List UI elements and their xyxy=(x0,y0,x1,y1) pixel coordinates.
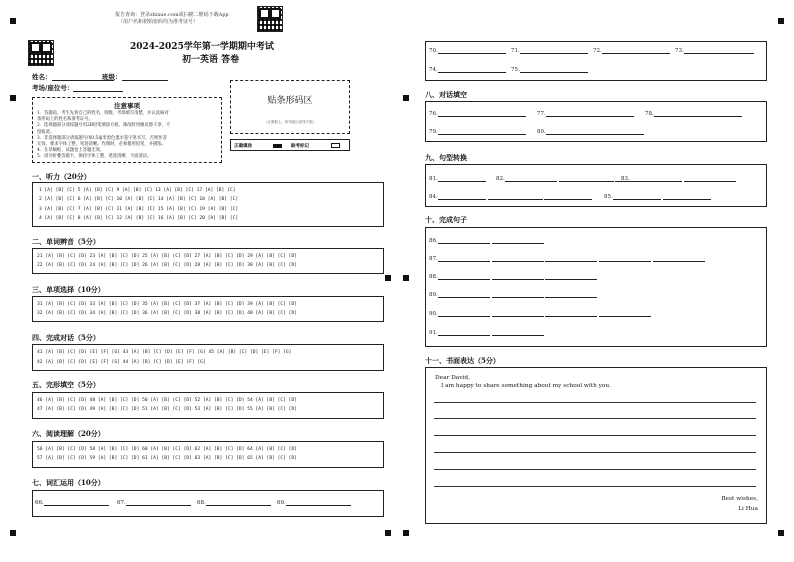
blank-69[interactable]: 69. xyxy=(277,500,351,506)
absent-mark-label: 缺考标记 xyxy=(291,144,309,149)
answer-row[interactable]: 31 [A] [B] [C] [D] 33 [A] [B] [C] [D] 35 [A] [B] [C] [D] 37 [A] [B] [C] [D] 39 [A] [B] [C] [D] xyxy=(37,302,297,307)
blank-76[interactable]: 76. xyxy=(429,111,526,117)
class-field[interactable] xyxy=(102,72,168,81)
writing-line xyxy=(434,402,756,403)
notice-line: 1．答题前，考生先将自己的姓名、班级、考场填写清楚，并认真核对 xyxy=(37,111,169,116)
section-title-cloze: 五、完形填空（5分） xyxy=(32,380,100,389)
notice-line: 2．选择题部分请按题号用2B铅笔填涂方框，修改时用橡皮擦干净，不 xyxy=(37,123,171,129)
section-title-dialog: 四、完成对话（5分） xyxy=(32,333,100,342)
blank-91[interactable]: 91. xyxy=(429,330,544,336)
vocab-box xyxy=(32,490,384,517)
answer-row[interactable]: 3 [A] [B] [C] 7 [A] [B] [C] 11 [A] [B] [C] 15 [A] [B] [C] 19 [A] [B] [C] xyxy=(39,207,239,212)
answer-row[interactable]: 2 [A] [B] [C] 6 [A] [B] [C] 10 [A] [B] [C] 14 [A] [B] [C] 18 [A] [B] [C] xyxy=(39,197,239,202)
answer-row[interactable]: 41 [A] [B] [C] [D] [E] [F] [G] 43 [A] [B] [C] [D] [E] [F] [G] 45 [A] [B] [C] [D] [E] [F] [G] xyxy=(37,350,292,355)
answer-row[interactable]: 21 [A] [B] [C] [D] 23 [A] [B] [C] [D] 25 [A] [B] [C] [D] 27 [A] [B] [C] [D] 29 [A] [B] [C] [D] xyxy=(37,254,297,259)
blank-77[interactable]: 77. xyxy=(537,111,634,117)
registration-mark xyxy=(778,18,784,24)
blank-83[interactable]: 83. xyxy=(621,176,736,182)
section-title-sentences: 十、完成句子 xyxy=(425,215,467,224)
barcode-area xyxy=(230,80,350,134)
barcode-note: （正面朝上，切勿贴出虚线方框） xyxy=(263,120,317,124)
header-note: 报告查询：登录zhixue.com或扫描二维码下载App xyxy=(115,12,229,18)
writing-line xyxy=(434,486,756,487)
notice-line: 5．请勿折叠答题卡，保持字体工整、笔迹清晰、卡面清洁。 xyxy=(37,154,152,160)
registration-mark xyxy=(385,530,391,536)
section-title-writing: 十一、书面表达（5分） xyxy=(425,356,500,365)
answer-row[interactable]: 42 [A] [B] [C] [D] [E] [F] [G] 44 [A] [B] [C] [D] [E] [F] [G] xyxy=(37,360,206,365)
room-seat-field[interactable] xyxy=(32,83,123,92)
registration-mark xyxy=(778,530,784,536)
letter-greeting: Dear David, xyxy=(435,375,470,381)
writing-line xyxy=(434,435,756,436)
notice-line: 4．在草稿纸、试题卷上答题无效。 xyxy=(37,148,105,154)
section-title-dialog-fill: 八、对话填空 xyxy=(425,90,467,99)
listening-box xyxy=(32,182,384,227)
blank-78[interactable]: 78. xyxy=(645,111,742,117)
notice-line: 3．非选择题部分请按题号用0.5毫米黑色墨水签字笔书写，否则作答 xyxy=(37,135,167,141)
blank-70[interactable]: 70. xyxy=(429,48,506,54)
writing-line xyxy=(434,452,756,453)
continued-box xyxy=(425,41,767,81)
sounds-box xyxy=(32,248,384,274)
registration-mark xyxy=(403,275,409,281)
blank-75[interactable]: 75. xyxy=(511,67,588,73)
blank-68[interactable]: 68. xyxy=(197,500,271,506)
notice-lines xyxy=(33,110,221,162)
blank-71[interactable]: 71. xyxy=(511,48,588,54)
blank-72[interactable]: 72. xyxy=(593,48,670,54)
blank-67[interactable]: 67. xyxy=(117,500,191,506)
name-label: 姓名： xyxy=(32,73,52,81)
notice-line: 留痕迹。 xyxy=(37,129,55,135)
section-title-vocab: 七、词汇运用（10分） xyxy=(32,478,105,487)
letter-opening: I am happy to share something about my school with you. xyxy=(441,383,611,389)
letter-signature: Li Hua xyxy=(738,506,758,512)
blank-74[interactable]: 74. xyxy=(429,67,506,73)
blank-73[interactable]: 73. xyxy=(675,48,754,54)
blank-82[interactable]: 82. xyxy=(496,176,670,182)
registration-mark xyxy=(385,275,391,281)
blank-89[interactable]: 89. xyxy=(429,292,597,298)
section-title-sounds: 二、单词辨音（5分） xyxy=(32,237,100,246)
answer-row[interactable]: 47 [A] [B] [C] [D] 49 [A] [B] [C] [D] 51 [A] [B] [C] [D] 53 [A] [B] [C] [D] 55 [A] [B] [C] [D] xyxy=(37,407,297,412)
writing-box[interactable] xyxy=(425,367,767,524)
notice-box xyxy=(32,97,222,163)
fill-legend xyxy=(230,139,350,151)
blank-79[interactable]: 79. xyxy=(429,129,526,135)
section-title-listening: 一、听力（20分） xyxy=(32,172,91,181)
blank-87[interactable]: 87. xyxy=(429,256,705,262)
section-title-transform: 九、句型转换 xyxy=(425,153,467,162)
notice-line: 条形码上的姓名和准考证号。 xyxy=(37,117,93,123)
blank-86[interactable]: 86. xyxy=(429,238,544,244)
blank-80[interactable]: 80. xyxy=(537,129,644,135)
registration-mark xyxy=(10,95,16,101)
correct-fill-label: 正确填涂 xyxy=(234,144,252,149)
blank-66[interactable]: 66. xyxy=(35,500,109,506)
blank-84[interactable]: 84. xyxy=(429,194,592,200)
dialog-fill-box xyxy=(425,101,767,142)
registration-mark xyxy=(403,530,409,536)
correct-fill-mark xyxy=(273,144,282,148)
answer-row[interactable]: 56 [A] [B] [C] [D] 58 [A] [B] [C] [D] 60 [A] [B] [C] [D] 62 [A] [B] [C] [D] 64 [A] [B] [C] [D] xyxy=(37,447,297,452)
answer-row[interactable]: 22 [A] [B] [C] [D] 24 [A] [B] [C] [D] 26 [A] [B] [C] [D] 28 [A] [B] [C] [D] 30 [A] [B] [C] [D] xyxy=(37,263,297,268)
cloze-box xyxy=(32,392,384,419)
sentences-box xyxy=(425,227,767,347)
writing-line xyxy=(434,469,756,470)
section-title-reading: 六、阅读理解（20分） xyxy=(32,429,105,438)
absent-mark-checkbox[interactable] xyxy=(331,143,340,148)
blank-90[interactable]: 90. xyxy=(429,311,651,317)
answer-row[interactable]: 4 [A] [B] [C] 8 [A] [B] [C] 12 [A] [B] [C] 16 [A] [B] [C] 20 [A] [B] [C] xyxy=(39,216,239,221)
answer-row[interactable]: 46 [A] [B] [C] [D] 48 [A] [B] [C] [D] 50 [A] [B] [C] [D] 52 [A] [B] [C] [D] 54 [A] [B] [C] [D] xyxy=(37,398,297,403)
registration-mark xyxy=(403,95,409,101)
answer-row[interactable]: 32 [A] [B] [C] [D] 34 [A] [B] [C] [D] 36 [A] [B] [C] [D] 38 [A] [B] [C] [D] 40 [A] [B] [C] [D] xyxy=(37,311,297,316)
room-seat-label: 考场/座位号： xyxy=(32,84,74,92)
qr-code-icon xyxy=(257,6,283,32)
exam-title: 2024-2025学年第一学期期中考试 xyxy=(130,42,274,52)
qr-code-icon xyxy=(28,40,54,66)
transform-box xyxy=(425,164,767,207)
answer-row[interactable]: 57 [A] [B] [C] [D] 59 [A] [B] [C] [D] 61 [A] [B] [C] [D] 63 [A] [B] [C] [D] 65 [A] [B] [C] [D] xyxy=(37,456,297,461)
choice-box xyxy=(32,296,384,322)
blank-81[interactable]: 81. xyxy=(429,176,486,182)
exam-subtitle: 初一英语 答卷 xyxy=(182,55,240,65)
answer-row[interactable]: 1 [A] [B] [C] 5 [A] [B] [C] 9 [A] [B] [C] 13 [A] [B] [C] 17 [A] [B] [C] xyxy=(39,188,236,193)
writing-line xyxy=(434,418,756,419)
barcode-label: 贴条形码区 xyxy=(267,96,313,106)
notice-line: 无效。要求字体工整、笔迹清晰。作图时，必须使用铅笔，并描浓。 xyxy=(37,142,166,148)
registration-mark xyxy=(10,530,16,536)
dialog-box xyxy=(32,344,384,371)
header-note: （用户名和初始密码均为准考证号） xyxy=(118,19,199,25)
reading-box xyxy=(32,441,384,468)
blank-88[interactable]: 88. xyxy=(429,274,597,280)
registration-mark xyxy=(10,18,16,24)
class-label: 班级： xyxy=(102,73,122,81)
notice-title: 注意事项 xyxy=(114,102,140,110)
section-title-choice: 三、单项选择（10分） xyxy=(32,285,105,294)
blank-85[interactable]: 85. xyxy=(604,194,711,200)
letter-closing: Best wishes, xyxy=(721,496,758,502)
